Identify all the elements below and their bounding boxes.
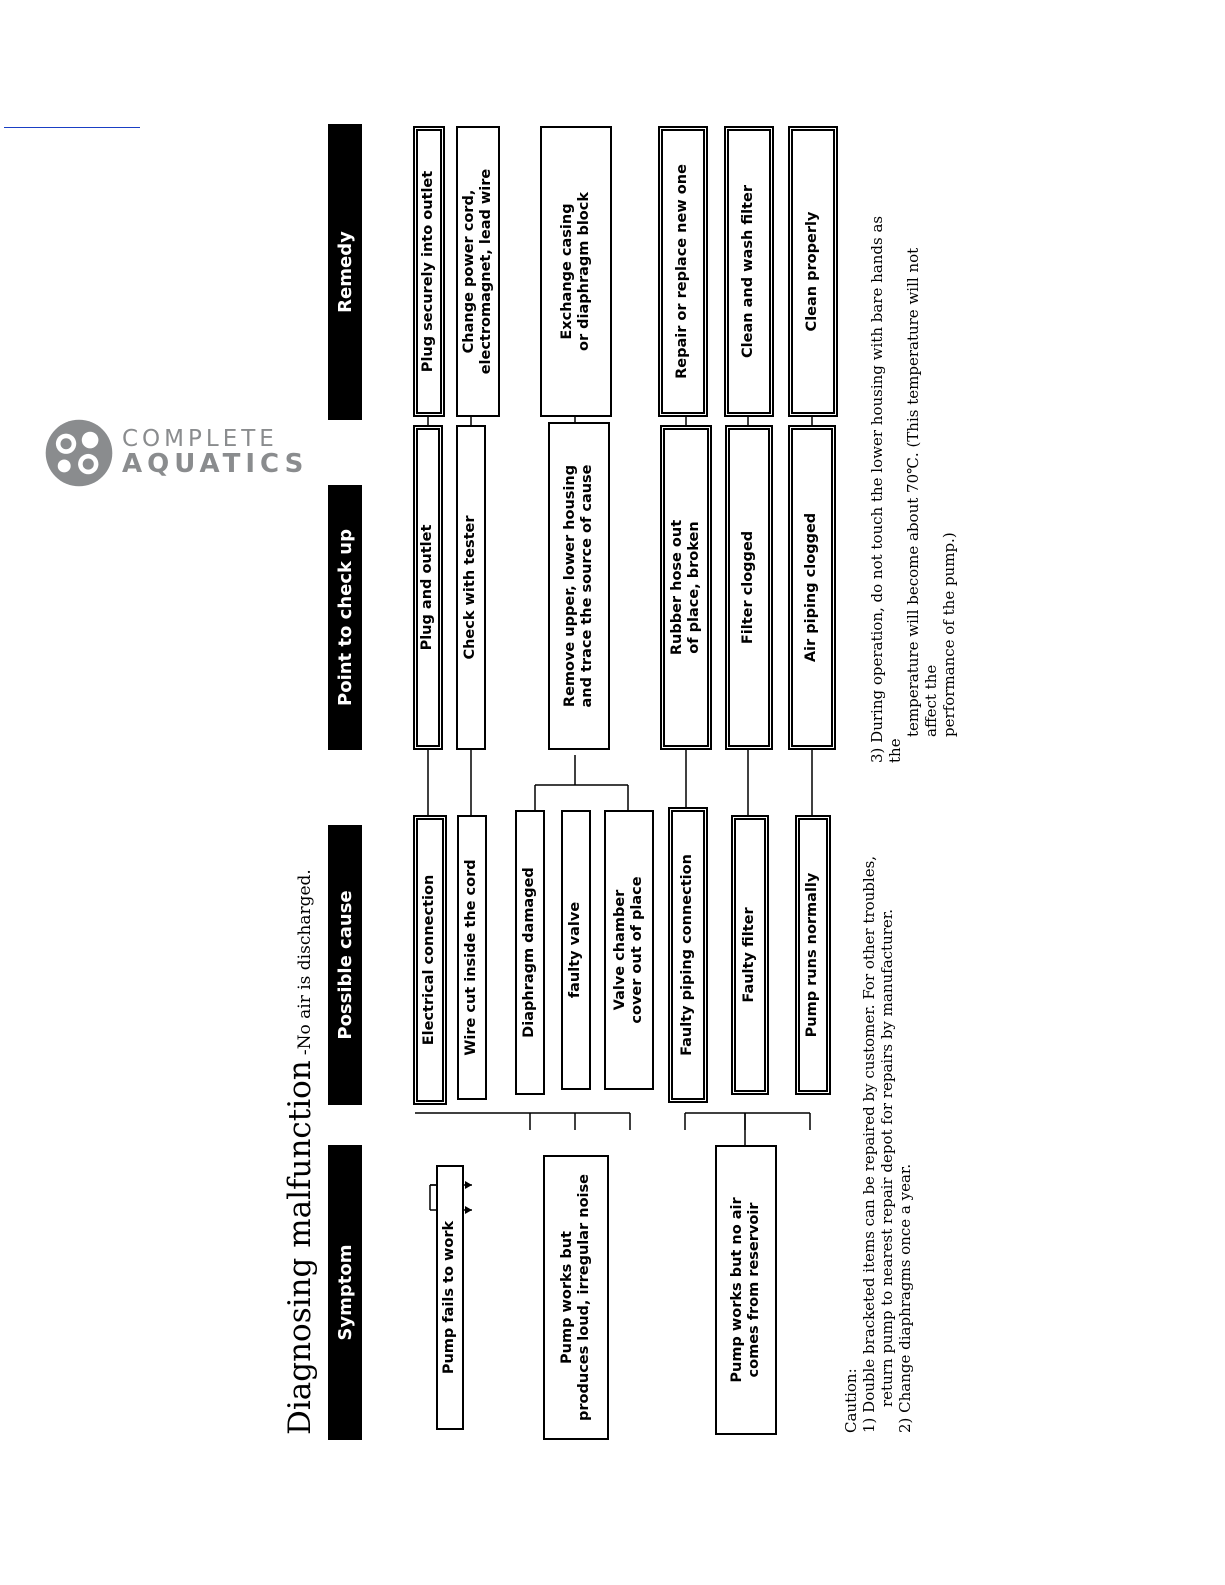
cause-text: Electrical connection	[421, 874, 438, 1046]
remedy-text: Change power cord, electromagnet, lead wire	[460, 168, 494, 375]
cause-box	[515, 810, 545, 1095]
cause-text: Pump runs normally	[804, 872, 821, 1038]
logo-line-2: AQUATICS	[122, 449, 309, 480]
title-text: Diagnosing malfunction	[282, 1060, 318, 1435]
subtitle-text: -No air is discharged.	[295, 869, 315, 1056]
caution-item-1a: 1) Double bracketed items can be repaired by customer. For other troubles,	[860, 855, 878, 1433]
check-text: Filter clogged	[740, 530, 757, 645]
caution-heading: Caution:	[842, 1368, 860, 1433]
header-symptom: Symptom	[328, 1145, 362, 1440]
symptom-box	[543, 1155, 609, 1440]
cause-box	[731, 815, 769, 1095]
logo-mark-icon	[42, 416, 116, 490]
check-box	[725, 425, 773, 750]
check-box	[413, 425, 443, 750]
caution-item-3a: 3) During operation, do not touch the lower housing with bare hands as the	[868, 215, 904, 763]
symptom-text: Pump works but no air comes from reservoir	[728, 1197, 762, 1383]
cause-text: Valve chamber cover out of place	[611, 876, 645, 1024]
logo	[42, 416, 308, 490]
cause-text: Wire cut inside the cord	[463, 859, 480, 1056]
caution-item-2: 2) Change diaphragms once a year.	[896, 1163, 914, 1433]
header-remedy: Remedy	[328, 124, 362, 420]
remedy-box	[540, 126, 612, 417]
remedy-text: Exchange casing or diaphragm block	[558, 191, 592, 352]
cause-box	[795, 815, 831, 1095]
check-box	[788, 425, 836, 750]
cause-box	[457, 815, 487, 1100]
cause-text: Faulty filter	[741, 907, 758, 1003]
link-underline	[4, 127, 140, 128]
check-text: Check with tester	[462, 515, 479, 660]
symptom-text: Pump fails to work	[441, 1220, 458, 1375]
cause-box	[668, 807, 708, 1103]
remedy-box	[413, 126, 445, 417]
symptom-text: Pump works but produces loud, irregular noise	[558, 1174, 592, 1421]
remedy-box	[658, 126, 708, 417]
remedy-text: Repair or replace new one	[674, 164, 691, 379]
check-box	[548, 422, 610, 750]
header-cause: Possible cause	[328, 825, 362, 1105]
cause-text: faulty valve	[567, 901, 584, 999]
cause-box	[413, 815, 447, 1105]
caution-note-3	[868, 203, 958, 763]
check-text: Air piping clogged	[803, 512, 820, 663]
remedy-text: Clean properly	[804, 211, 821, 332]
cause-box	[561, 810, 591, 1090]
caution-item-3b: temperature will become about 70℃. (This temperature will not affect the	[904, 247, 940, 737]
caution-item-1b: return pump to nearest repair depot for repairs by manufacturer.	[878, 908, 896, 1407]
check-text: Rubber hose out of place, broken	[668, 519, 702, 656]
remedy-box	[724, 126, 774, 417]
remedy-box	[456, 126, 500, 417]
logo-line-1: COMPLETE	[122, 426, 278, 453]
header-check: Point to check up	[328, 485, 362, 750]
check-box	[456, 425, 486, 750]
cause-text: Faulty piping connection	[679, 854, 696, 1056]
cause-text: Diaphragm damaged	[521, 867, 538, 1038]
symptom-box	[436, 1165, 464, 1430]
check-text: Plug and outlet	[419, 524, 436, 651]
caution-notes	[842, 833, 914, 1433]
check-text: Remove upper, lower housing and trace the source of cause	[561, 464, 595, 708]
symptom-box	[715, 1145, 777, 1435]
remedy-box	[788, 126, 838, 417]
check-box	[660, 425, 712, 750]
remedy-text: Clean and wash filter	[740, 185, 757, 358]
caution-item-3c: performance of the pump.)	[940, 532, 958, 737]
page-title	[282, 869, 318, 1435]
remedy-text: Plug securely into outlet	[420, 170, 437, 373]
cause-box	[604, 810, 654, 1090]
